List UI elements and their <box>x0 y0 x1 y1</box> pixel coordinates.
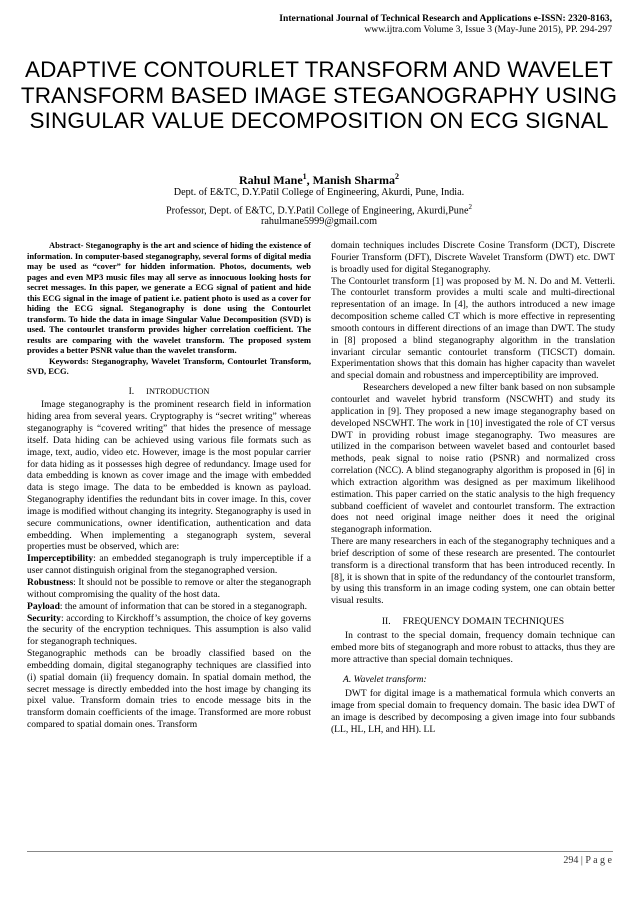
author-line <box>0 170 638 187</box>
def-robustness: : It should not be possible to remove or alter the steganograph without compromising the quality of the host data. <box>27 577 311 600</box>
property-robustness <box>27 577 311 601</box>
author-2-sup: 2 <box>395 172 400 181</box>
keywords: Keywords: Steganography, Wavelet Transform, Contourlet Transform, SVD, ECG. <box>27 355 311 376</box>
affiliation-1: Dept. of E&TC, D.Y.Patil College of Engineering, Akurdi, Pune, India. <box>173 187 465 198</box>
author-2: Manish Sharma <box>312 173 396 187</box>
def-security: : according to Kirckhoff’s assumption, the choice of key governs the security of the encryption techniques. This assumption is also valid for steganograph techniques. <box>27 612 311 648</box>
section-1-heading <box>27 386 311 398</box>
def-payload: : the amount of information that can be stored in a steganograph. <box>59 600 307 612</box>
property-security <box>27 613 311 649</box>
section-1-title: INTRODUCTION <box>146 386 210 396</box>
affiliation-2-sup: 2 <box>468 203 472 211</box>
author-separator: , <box>306 173 313 187</box>
page-number: 294 | P a g e <box>563 855 612 866</box>
right-paragraph-5: In contrast to the special domain, frequency domain technique can embed more bits of steganograph and more robust to attacks, thus they are more attractive than special domain techniques. <box>331 630 615 665</box>
term-robustness: Robustness <box>27 577 74 588</box>
author-1-sup: 1 <box>302 172 307 181</box>
affiliation-2 <box>0 201 638 217</box>
journal-name: International Journal of Technical Research and Applications e-ISSN: 2320-8163, <box>279 13 612 24</box>
affiliation-2-text: Professor, Dept. of E&TC, D.Y.Patil College of Engineering, Akurdi,Pune <box>166 205 469 217</box>
term-security: Security <box>27 612 61 624</box>
section-2-heading <box>331 616 615 628</box>
journal-header <box>52 13 612 35</box>
abstract: Abstract- Steganography is the art and science of hiding the existence of information. In computer-based steganography, several forms of digital media may be used as “cover” for hidden information. Photos, documents, web pages and even MP3 music files may all serve as innocuous looking hosts for secret messages. In this paper, we generate a ECG signal of patient and hide this ECG signal in the image of patient i.e. patient photo is used as a cover for hiding the ECG signal. Steganography is done using the Contourlet transform. To hide the data in image Singular Value Decomposition (SVD) is used. The contourlet transform provides higher correlation coefficient. The results are comparing with the wavelet transform. The proposed system provides a better PSNR value than the wavelet transform. <box>27 240 311 355</box>
journal-issue: www.ijtra.com Volume 3, Issue 3 (May-June 2015), PP. 294-297 <box>364 24 612 35</box>
section-1-number: I. <box>128 385 135 397</box>
section-2-title: FREQUENCY DOMAIN TECHNIQUES <box>402 616 565 628</box>
def-imperceptibility: : an embedded steganograph is truly imperceptible if a user cannot distinguish original from the steganographed version. <box>27 553 311 577</box>
author-email: rahulmane5999@gmail.com <box>260 216 378 227</box>
right-paragraph-3: Researchers developed a new filter bank based on non subsample contourlet and wavelet hybrid transform (NSCWHT) and study its application in [9]. They proposed a new image steganography based on developed NSCWHT. The work in [10] investigated the role of CT versus DWT in providing robust image steganography. Two measures are utilized in the comparison between wavelet based and contourlet based methods, peak signal to noise ratio (PSNR) and normalized cross correlation (NCC). A blind steganography algorithm is proposed in [6] in which extraction algorithm was designed as per maximum likelihood estimation. This paper carried on the static analysis to the high frequency subband coefficient of wavelet and contourlet transform. The extraction does not need original image neither does it need the original steganograph information. <box>331 382 615 536</box>
subsection-wavelet: A. Wavelet transform: <box>343 673 427 685</box>
left-column <box>27 240 311 731</box>
paper-title: ADAPTIVE CONTOURLET TRANSFORM AND WAVELET TRANSFORM BASED IMAGE STEGANOGRAPHY USING SINGULAR VALUE DECOMPOSITION ON ECG SIGNAL <box>20 57 618 134</box>
section-2-number: II. <box>381 616 391 628</box>
right-paragraph-4: There are many researchers in each of the steganography techniques and a brief description of some of these research are presented. The contourlet transform is a directional transform that has been introduced recently. In [8], it is shown that in spite of the redundancy of the contourlet transform, by using this transform in an image coding system, one can obtain better visual results. <box>331 536 615 607</box>
right-paragraph-6: DWT for digital image is a mathematical formula which converts an image from special domain to frequency domain. The basic idea DWT of an image is described by decomposing a given image into four subbands (LL, HL, LH, and HH). LL <box>331 688 615 735</box>
footer-rule <box>27 851 613 852</box>
right-column <box>331 240 615 736</box>
right-paragraph-1: domain techniques includes Discrete Cosine Transform (DCT), Discrete Fourier Transform (DFT), Discrete Wavelet Transform (DWT) etc. DWT is broadly used for digital Steganography. <box>331 240 615 275</box>
right-paragraph-2: The Contourlet transform [1] was proposed by M. N. Do and M. Vetterli. The contourlet transform provides a multi scale and multi-directional representation of an image. In [4], the authors introduced a new image decomposition scheme called CT which is more effective in representing smooth contours in different directions of an image than DWT. The study in [8] proposed a blind steganography algorithm in the translation invariant circular semantic contourlet transform (TICSCT) domain. Experimentation shows that this domain has higher capacity than wavelet and special domain and robustness and imperceptibility are improved. <box>331 275 615 382</box>
term-payload: Payload <box>27 600 60 612</box>
property-payload <box>27 601 311 613</box>
author-1: Rahul Mane <box>238 173 303 187</box>
term-imperceptibility: Imperceptibility <box>27 553 94 565</box>
property-imperceptibility <box>27 553 311 577</box>
intro-paragraph-1: Image steganography is the prominent research field in information hiding area from several years. Cryptography is “secret writing” whereas steganography is “covered writing” that hides the presence of message itself. Data hiding can be achieved using various file formats such as image, text, audio, video etc. However, image is the most popular carrier for data hiding as it possesses high degree of redundancy. Image used for data embedding is known as cover image and the image with embedded data is stego image. The data to be embedded is known as payload. Steganography identifies the redundant bits in cover image. In this, cover image is modified without changing its integrity. Steganography is used in secure communications, owner identification, authentication and data embedding. When implementing a steganograph system, several properties must be observed, which are: <box>27 399 311 553</box>
intro-paragraph-2: Steganographic methods can be broadly classified based on the embedding domain, digital steganography techniques are classified into (i) spatial domain (ii) frequency domain. In spatial domain method, the secret message is directly embedded into the host image by changing its pixel value. Transform domain tries to encode message bits in the transform domain coefficients of the image. Transformed are more robust compared to spatial domain ones. Transform <box>27 648 311 731</box>
